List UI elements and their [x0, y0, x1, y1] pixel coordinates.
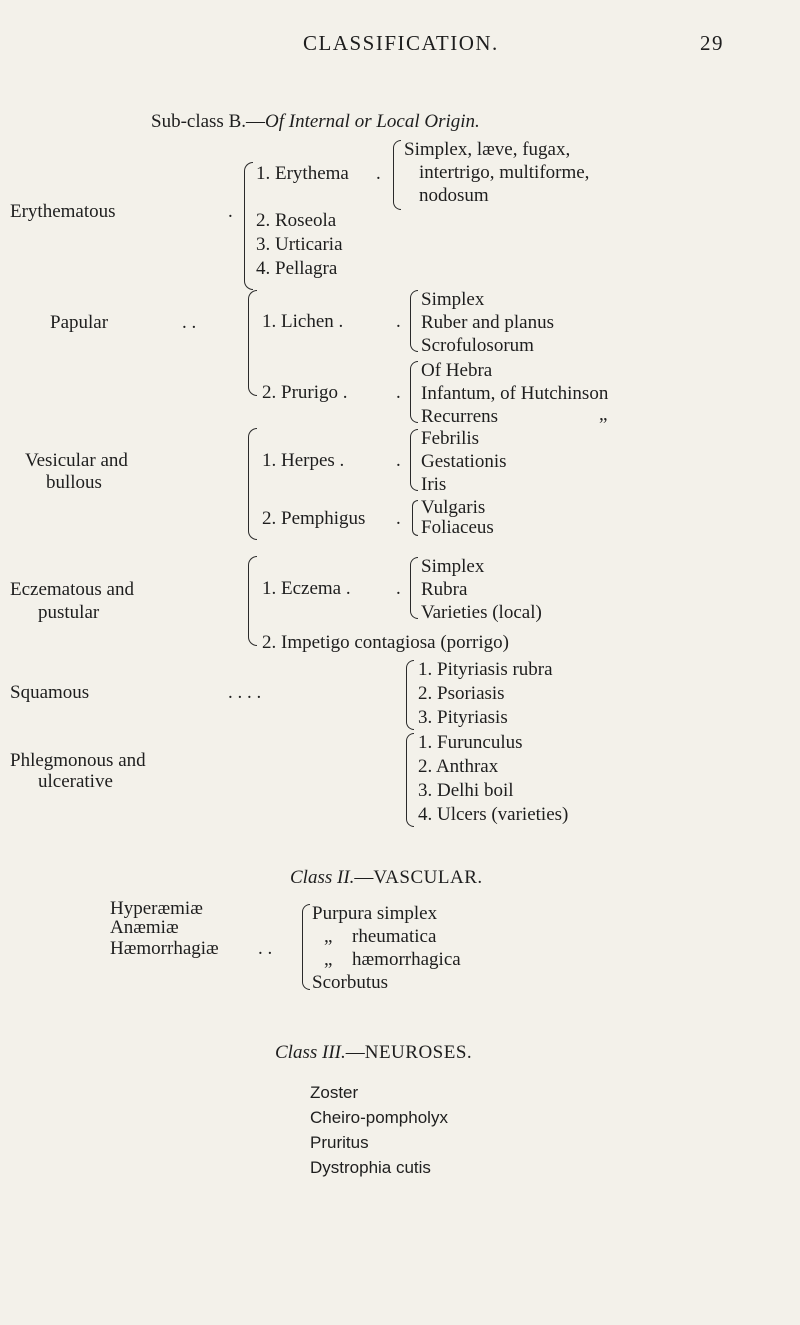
roseola-item: 2. Roseola [256, 210, 337, 231]
phlegmonous-label-2: ulcerative [38, 771, 113, 792]
papular-brace [248, 290, 257, 396]
class2-ditto: „ [324, 949, 333, 970]
eczema-type: Rubra [421, 579, 468, 600]
class2-dash: — [354, 867, 374, 888]
prurigo-type: Recurrens [421, 406, 499, 427]
papular-label: Papular [50, 312, 109, 333]
erythema-item: 1. Erythema [256, 163, 349, 184]
erythematous-dot: . [228, 201, 233, 222]
subclass-italic: Of Internal or Local Origin. [265, 111, 480, 132]
phlegmonous-brace [406, 733, 414, 827]
squamous-brace [406, 660, 414, 730]
lichen-type: Simplex [421, 289, 485, 310]
class2-left-item: Anæmiæ [110, 917, 179, 938]
eczema-type: Simplex [421, 556, 485, 577]
herpes-type: Iris [421, 474, 447, 495]
herpes-types-brace [410, 429, 418, 491]
class2-dots: . . [258, 938, 273, 959]
class2-right-item: hæmorrhagica [352, 949, 461, 970]
class2-left-item: Hyperæmiæ [110, 898, 203, 919]
class3-item: Cheiro-pompholyx [310, 1108, 448, 1127]
page-title: CLASSIFICATION. [303, 31, 499, 55]
pemphigus-type: Foliaceus [421, 517, 494, 538]
erythema-type: Simplex, læve, fugax, [404, 139, 571, 160]
papular-dots: . . [182, 312, 197, 333]
herpes-type: Febrilis [421, 428, 480, 449]
urticaria-item: 3. Urticaria [256, 234, 343, 255]
erythematous-label: Erythematous [10, 201, 116, 222]
squamous-item: 2. Psoriasis [418, 683, 505, 704]
lichen-dot: . [396, 311, 401, 332]
pemphigus-dot: . [396, 508, 401, 529]
class2-ditto: „ [324, 926, 333, 947]
eczema-type: Varieties (local) [421, 602, 542, 623]
class3-item: Zoster [310, 1083, 359, 1102]
pemphigus-item: 2. Pemphigus [262, 508, 366, 529]
class2-italic: Class II. [290, 867, 355, 888]
herpes-item: 1. Herpes . [262, 450, 345, 471]
class2-name: VASCULAR. [373, 867, 483, 888]
class2-right-item: Scorbutus [312, 972, 388, 993]
class3-italic: Class III. [275, 1042, 346, 1063]
eczematous-brace [248, 556, 257, 646]
class2-brace [302, 904, 310, 990]
page-number: 29 [700, 31, 724, 55]
lichen-type: Ruber and planus [421, 312, 554, 333]
phlegmonous-item: 4. Ulcers (varieties) [418, 804, 569, 825]
subclass-heading [151, 112, 480, 131]
prurigo-type: Infantum, of Hutchinson [421, 383, 609, 404]
eczematous-label: Eczematous and [10, 579, 134, 600]
lichen-type: Scrofulosorum [421, 335, 534, 356]
herpes-type: Gestationis [421, 451, 507, 472]
squamous-dots: . . . . [228, 682, 262, 703]
prurigo-type: Of Hebra [421, 360, 493, 381]
prurigo-types-brace [410, 361, 418, 423]
ditto-mark: „ [599, 404, 608, 425]
lichen-types-brace [410, 290, 418, 352]
impetigo-item: 2. Impetigo contagiosa (porrigo) [262, 632, 509, 653]
class2-heading [290, 868, 483, 887]
class3-name: NEUROSES. [364, 1042, 473, 1063]
herpes-dot: . [396, 450, 401, 471]
class3-item: Pruritus [310, 1133, 369, 1152]
erythema-type: nodosum [419, 185, 489, 206]
squamous-item: 1. Pityriasis rubra [418, 659, 553, 680]
subclass-prefix: Sub-class B.— [151, 111, 265, 132]
vesicular-label-2: bullous [46, 472, 102, 493]
eczema-dot: . [396, 578, 401, 599]
erythema-type: intertrigo, multiforme, [419, 162, 590, 183]
class2-right-item: rheumatica [352, 926, 437, 947]
squamous-item: 3. Pityriasis [418, 707, 508, 728]
class2-right-item: Purpura simplex [312, 903, 438, 924]
squamous-label: Squamous [10, 682, 90, 703]
phlegmonous-item: 1. Furunculus [418, 732, 523, 753]
phlegmonous-label: Phlegmonous and [10, 750, 146, 771]
erythema-types-brace [393, 140, 401, 210]
class3-dash: — [345, 1042, 365, 1063]
eczematous-label-2: pustular [38, 602, 100, 623]
vesicular-label: Vesicular and [25, 450, 128, 471]
eczema-item: 1. Eczema . [262, 578, 351, 599]
pemphigus-type: Vulgaris [421, 497, 486, 518]
erythematous-brace [244, 162, 253, 290]
eczema-types-brace [410, 557, 418, 619]
class2-left-item: Hæmorrhagiæ [110, 938, 219, 959]
erythema-dot: . [376, 163, 381, 184]
pellagra-item: 4. Pellagra [256, 258, 338, 279]
phlegmonous-item: 3. Delhi boil [418, 780, 514, 801]
class3-item: Dystrophia cutis [310, 1158, 431, 1177]
pemphigus-types-brace [412, 500, 418, 536]
phlegmonous-item: 2. Anthrax [418, 756, 499, 777]
class3-heading [275, 1043, 472, 1062]
vesicular-brace [248, 428, 257, 540]
prurigo-dot: . [396, 382, 401, 403]
prurigo-item: 2. Prurigo . [262, 382, 348, 403]
lichen-item: 1. Lichen . [262, 311, 344, 332]
